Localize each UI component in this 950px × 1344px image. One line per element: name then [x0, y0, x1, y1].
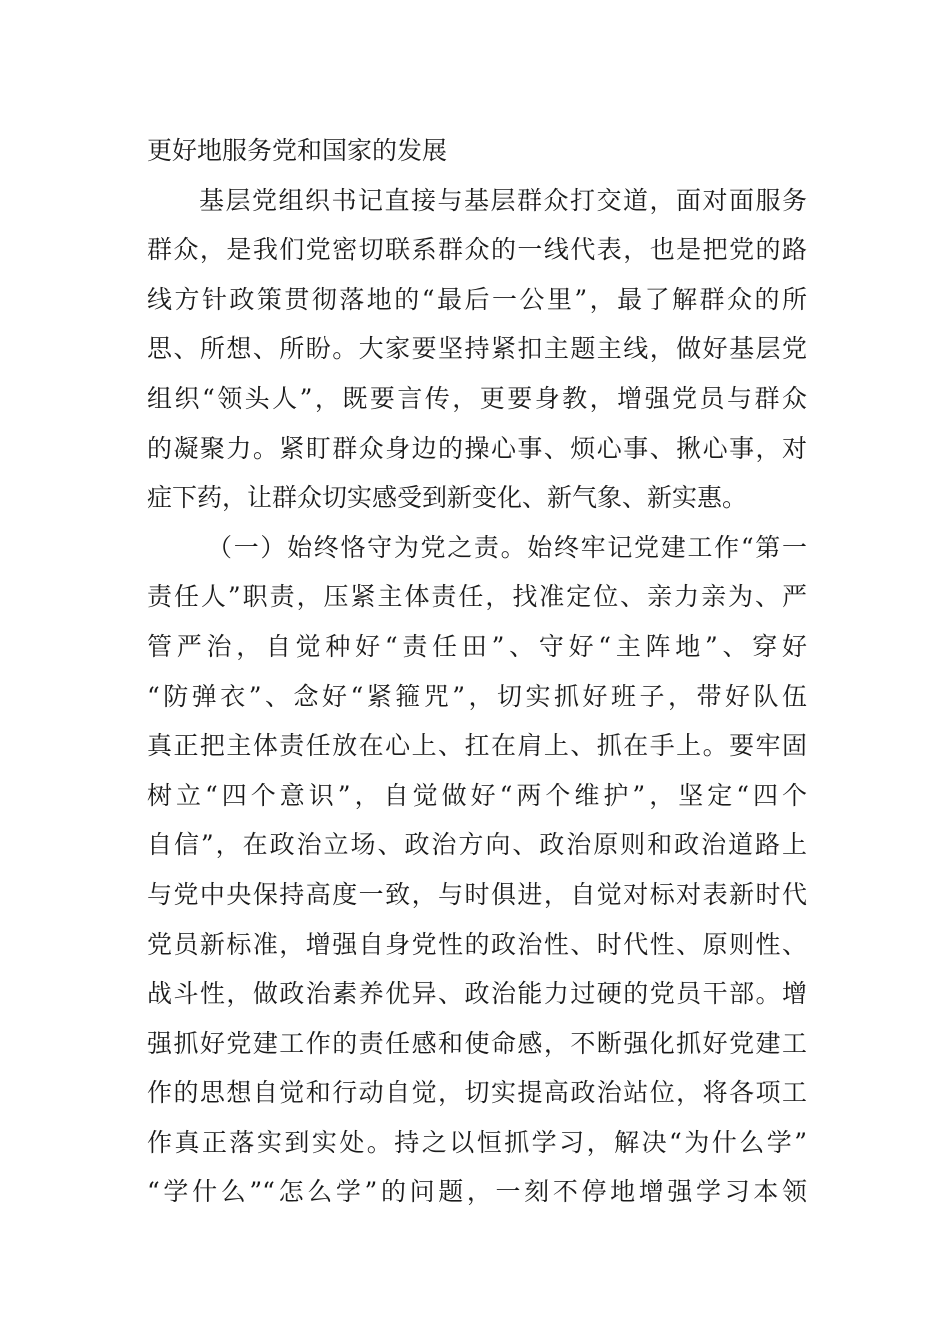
text-line: 与党中央保持高度一致，与时俱进，自觉对标对表新时代 — [147, 879, 807, 909]
text-line: 树立“四个意识”，自觉做好“两个维护”，坚定“四个 — [147, 780, 807, 810]
text-line: 自信”，在政治立场、政治方向、政治原则和政治道路上 — [147, 830, 807, 860]
paragraph-last-line: 症下药，让群众切实感受到新变化、新气象、新实惠。 — [147, 483, 748, 513]
text-line: 更好地服务党和国家的发展 — [147, 136, 448, 165]
text-line: 真正把主体责任放在心上、扛在肩上、抓在手上。要牢固 — [147, 731, 807, 761]
paragraph-first-line: 基层党组织书记直接与基层群众打交道，面对面服务 — [199, 185, 807, 215]
text-line: 责任人”职责，压紧主体责任，找准定位、亲力亲为、严 — [147, 582, 807, 612]
text-line: 强抓好党建工作的责任感和使命感，不断强化抓好党建工 — [147, 1028, 807, 1058]
body-text — [147, 126, 807, 1217]
text-line: 群众，是我们党密切联系群众的一线代表，也是把党的路 — [147, 235, 807, 265]
text-line: 线方针政策贯彻落地的“最后一公里”，最了解群众的所 — [147, 284, 807, 314]
text-line: 管严治，自觉种好“责任田”、守好“主阵地”、穿好 — [147, 631, 807, 661]
text-line: 作的思想自觉和行动自觉，切实提高政治站位，将各项工 — [147, 1078, 807, 1108]
text-line: 党员新标准，增强自身党性的政治性、时代性、原则性、 — [147, 929, 807, 959]
text-line: 组织“领头人”，既要言传，更要身教，增强党员与群众 — [147, 383, 807, 413]
text-line: “防弹衣”、念好“紧箍咒”，切实抓好班子，带好队伍 — [147, 681, 807, 711]
text-line: 思、所想、所盼。大家要坚持紧扣主题主线，做好基层党 — [147, 334, 807, 364]
text-line: 作真正落实到实处。持之以恒抓学习，解决“为什么学” — [147, 1127, 807, 1157]
section-heading-line: （一）始终恪守为党之责。始终牢记党建工作“第一 — [207, 532, 807, 562]
text-line: 的凝聚力。紧盯群众身边的操心事、烦心事、揪心事，对 — [147, 433, 807, 463]
text-line: “学什么”“怎么学”的问题，一刻不停地增强学习本领 — [147, 1177, 807, 1207]
text-line: 战斗性，做政治素养优异、政治能力过硬的党员干部。增 — [147, 979, 807, 1009]
